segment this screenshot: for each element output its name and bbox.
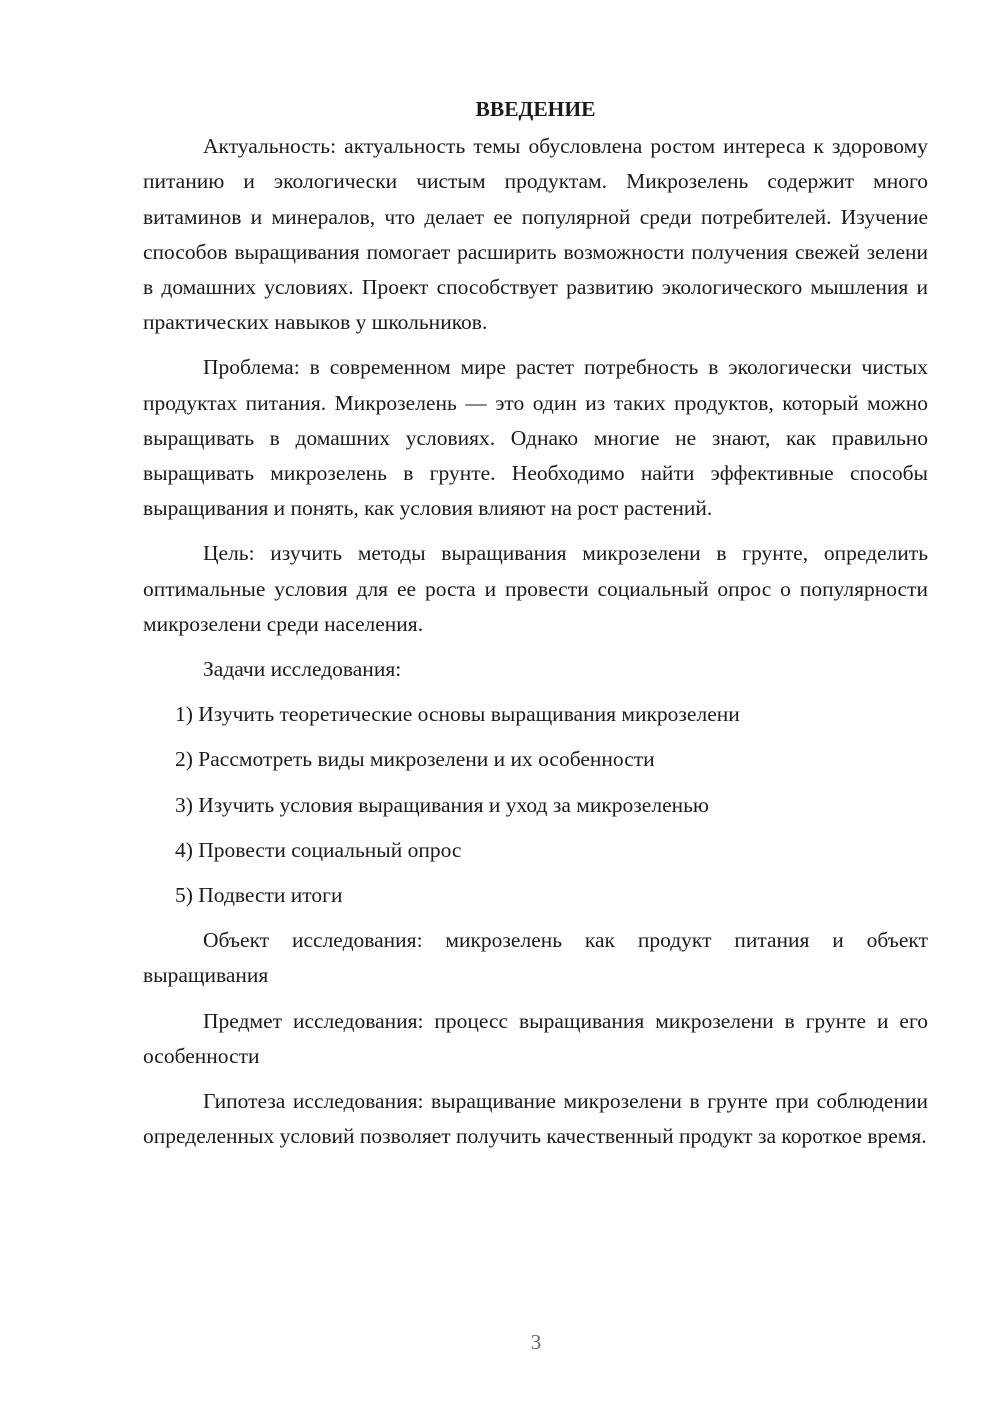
paragraph-hypothesis: Гипотеза исследования: выращивание микрозелени в грунте при соблюдении определенных условий позволяет получить качественный продукт за короткое время. (143, 1089, 928, 1149)
document-page (143, 92, 928, 1164)
tasks-title: Задачи исследования: (203, 657, 402, 682)
task-item: 5) Подвести итоги (175, 883, 343, 908)
paragraph-object: Объект исследования: микрозелень как продукт питания и объект выращивания (143, 928, 928, 988)
page-number: 3 (530, 1330, 542, 1354)
section-title: ВВЕДЕНИЕ (475, 97, 596, 121)
task-item: 3) Изучить условия выращивания и уход за микрозеленью (175, 792, 709, 817)
task-item: 4) Провести социальный опрос (175, 837, 462, 862)
task-item: 1) Изучить теоретические основы выращивания микрозелени (175, 702, 740, 727)
paragraph-goal: Цель: изучить методы выращивания микрозелени в грунте, определить оптимальные условия для ее роста и провести социальный опрос о популярности микрозелени среди населения. (143, 541, 928, 636)
paragraph-relevance: Актуальность: актуальность темы обусловлена ростом интереса к здоровому питанию и экологически чистым продуктам. Микрозелень содержит много витаминов и минералов, что делает ее популярной среди потребителей. Изучение способов выращивания помогает расширить возможности получения свежей зелени в домашних условиях. Проект способствует развитию экологического мышления и практических навыков у школьников. (143, 134, 928, 335)
paragraph-problem: Проблема: в современном мире растет потребность в экологически чистых продуктах питания. Микрозелень — это один из таких продуктов, который можно выращивать в домашних условиях. Однако многие не знают, как правильно выращивать микрозелень в грунте. Необходимо найти эффективные способы выращивания и понять, как условия влияют на рост растений. (143, 355, 928, 521)
task-item: 2) Рассмотреть виды микрозелени и их особенности (175, 747, 655, 772)
paragraph-subject: Предмет исследования: процесс выращивания микрозелени в грунте и его особенности (143, 1008, 928, 1068)
tasks-list (143, 697, 928, 913)
